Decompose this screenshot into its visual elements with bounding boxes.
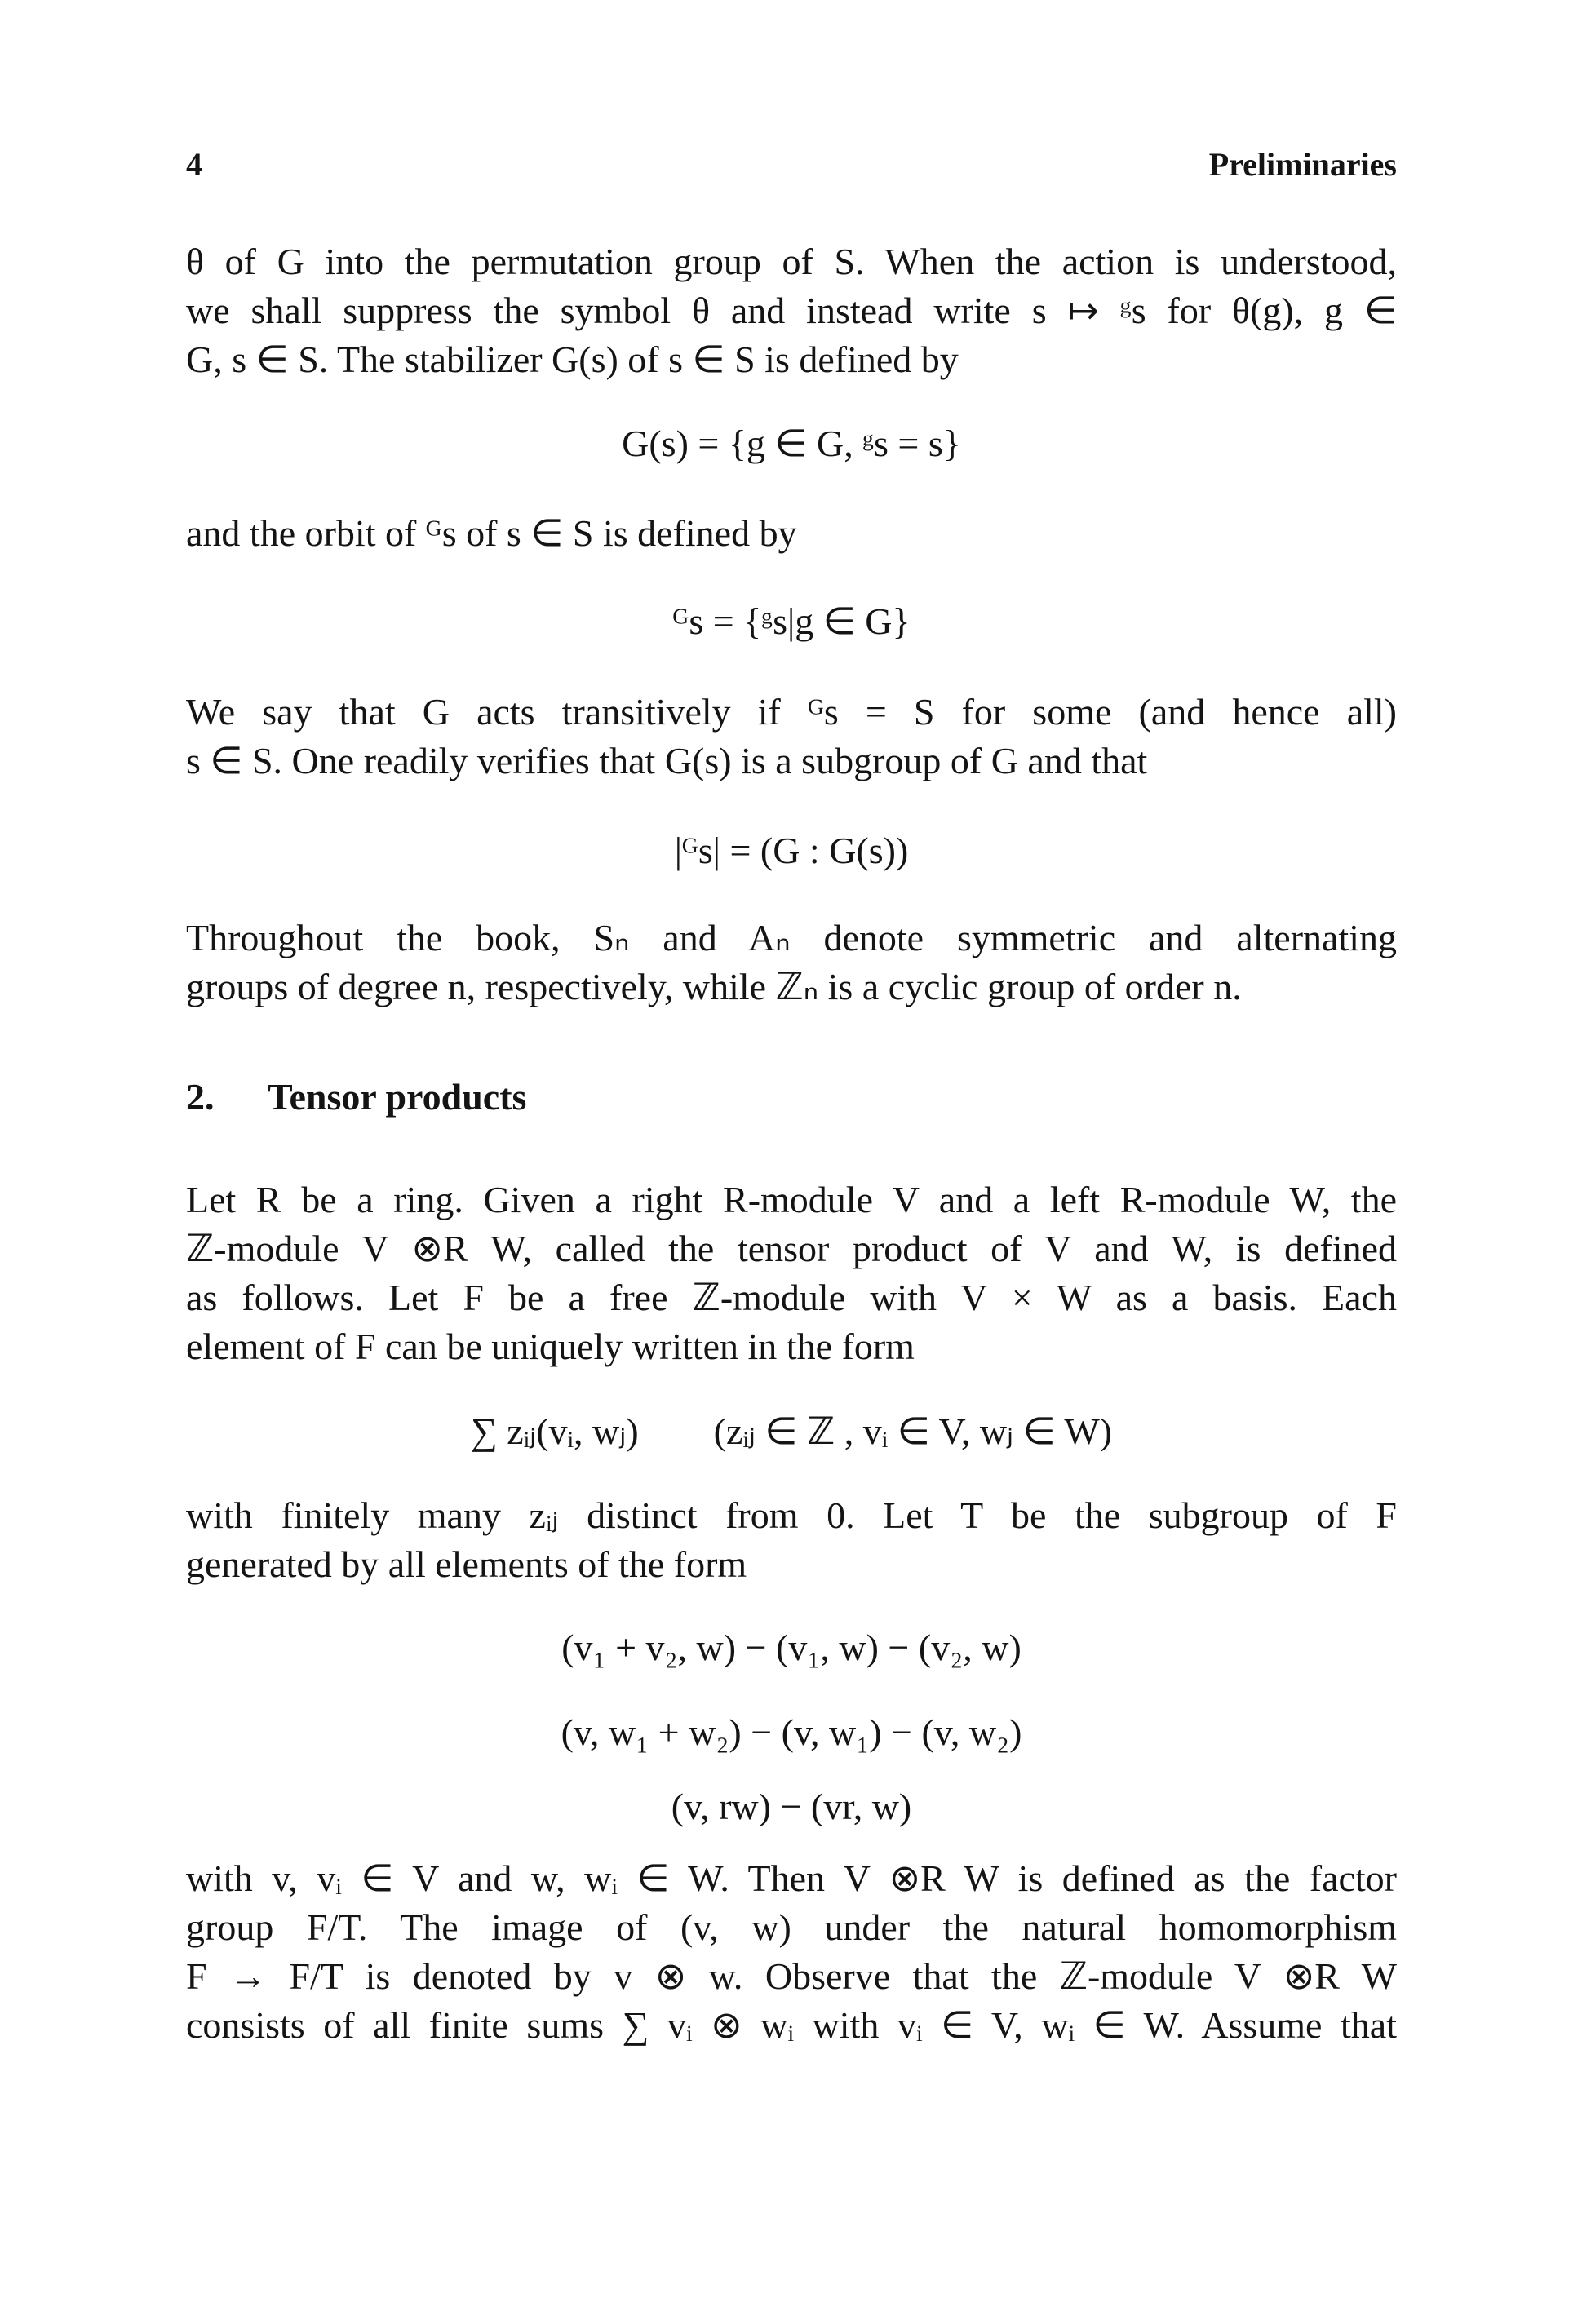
paragraph-line: G, s ∈ S. The stabilizer G(s) of s ∈ S is defined by — [186, 339, 959, 380]
paragraph-line: generated by all elements of the form — [186, 1543, 747, 1585]
section-heading — [186, 1073, 526, 1122]
page-number: 4 — [186, 146, 202, 183]
equation-sum: ∑ zᵢⱼ(vᵢ, wⱼ) (zᵢⱼ ∈ ℤ , vᵢ ∈ V, wⱼ ∈ W) — [470, 1410, 1113, 1452]
page-header — [186, 144, 1397, 185]
paragraph-line: element of F can be uniquely written in the form — [186, 1326, 915, 1367]
equation-orbit-index: |ᴳs| = (G : G(s)) — [674, 830, 909, 871]
section-title: Tensor products — [268, 1076, 527, 1118]
relation-additivity-second: (v, w₁ + w₂) − (v, w₁) − (v, w₂) — [561, 1711, 1022, 1753]
paragraph-line: F → F/T is denoted by v ⊗ w. Observe that the ℤ-module V ⊗R W — [186, 1955, 1397, 1997]
running-title: Preliminaries — [1208, 146, 1397, 183]
paragraph-line: we shall suppress the symbol θ and instead write s ↦ ᵍs for θ(g), g ∈ — [186, 290, 1397, 331]
paragraph-line: groups of degree n, respectively, while ℤₙ is a cyclic group of order n. — [186, 966, 1242, 1007]
paragraph-line: group F/T. The image of (v, w) under the natural homomorphism — [186, 1906, 1397, 1948]
paragraph-line: We say that G acts transitively if ᴳs = S for some (and hence all) — [186, 691, 1397, 733]
relation-balanced: (v, rw) − (vr, w) — [671, 1786, 912, 1827]
paragraph-line: Let R be a ring. Given a right R-module V and a left R-module W, the — [186, 1179, 1397, 1220]
paragraph-line: and the orbit of ᴳs of s ∈ S is defined by — [186, 512, 797, 554]
equation-stabilizer: G(s) = {g ∈ G, ᵍs = s} — [622, 423, 961, 464]
paragraph-line: ℤ-module V ⊗R W, called the tensor product of V and W, is defined — [186, 1228, 1397, 1269]
paragraph-line: θ of G into the permutation group of S. When the action is understood, — [186, 241, 1397, 282]
paragraph-line: with finitely many zᵢⱼ distinct from 0. Let T be the subgroup of F — [186, 1494, 1397, 1536]
paragraph-line: with v, vᵢ ∈ V and w, wᵢ ∈ W. Then V ⊗R W is defined as the factor — [186, 1857, 1397, 1899]
section-number: 2. — [186, 1076, 215, 1118]
paragraph-line: consists of all finite sums ∑ vᵢ ⊗ wᵢ with vᵢ ∈ V, wᵢ ∈ W. Assume that — [186, 2004, 1397, 2046]
relation-additivity-first: (v₁ + v₂, w) − (v₁, w) − (v₂, w) — [561, 1627, 1022, 1668]
paragraph-line: as follows. Let F be a free ℤ-module with V × W as a basis. Each — [186, 1277, 1397, 1318]
paragraph-line: Throughout the book, Sₙ and Aₙ denote symmetric and alternating — [186, 917, 1397, 958]
paragraph-line: s ∈ S. One readily verifies that G(s) is a subgroup of G and that — [186, 740, 1148, 781]
equation-orbit: ᴳs = {ᵍs|g ∈ G} — [672, 600, 911, 642]
